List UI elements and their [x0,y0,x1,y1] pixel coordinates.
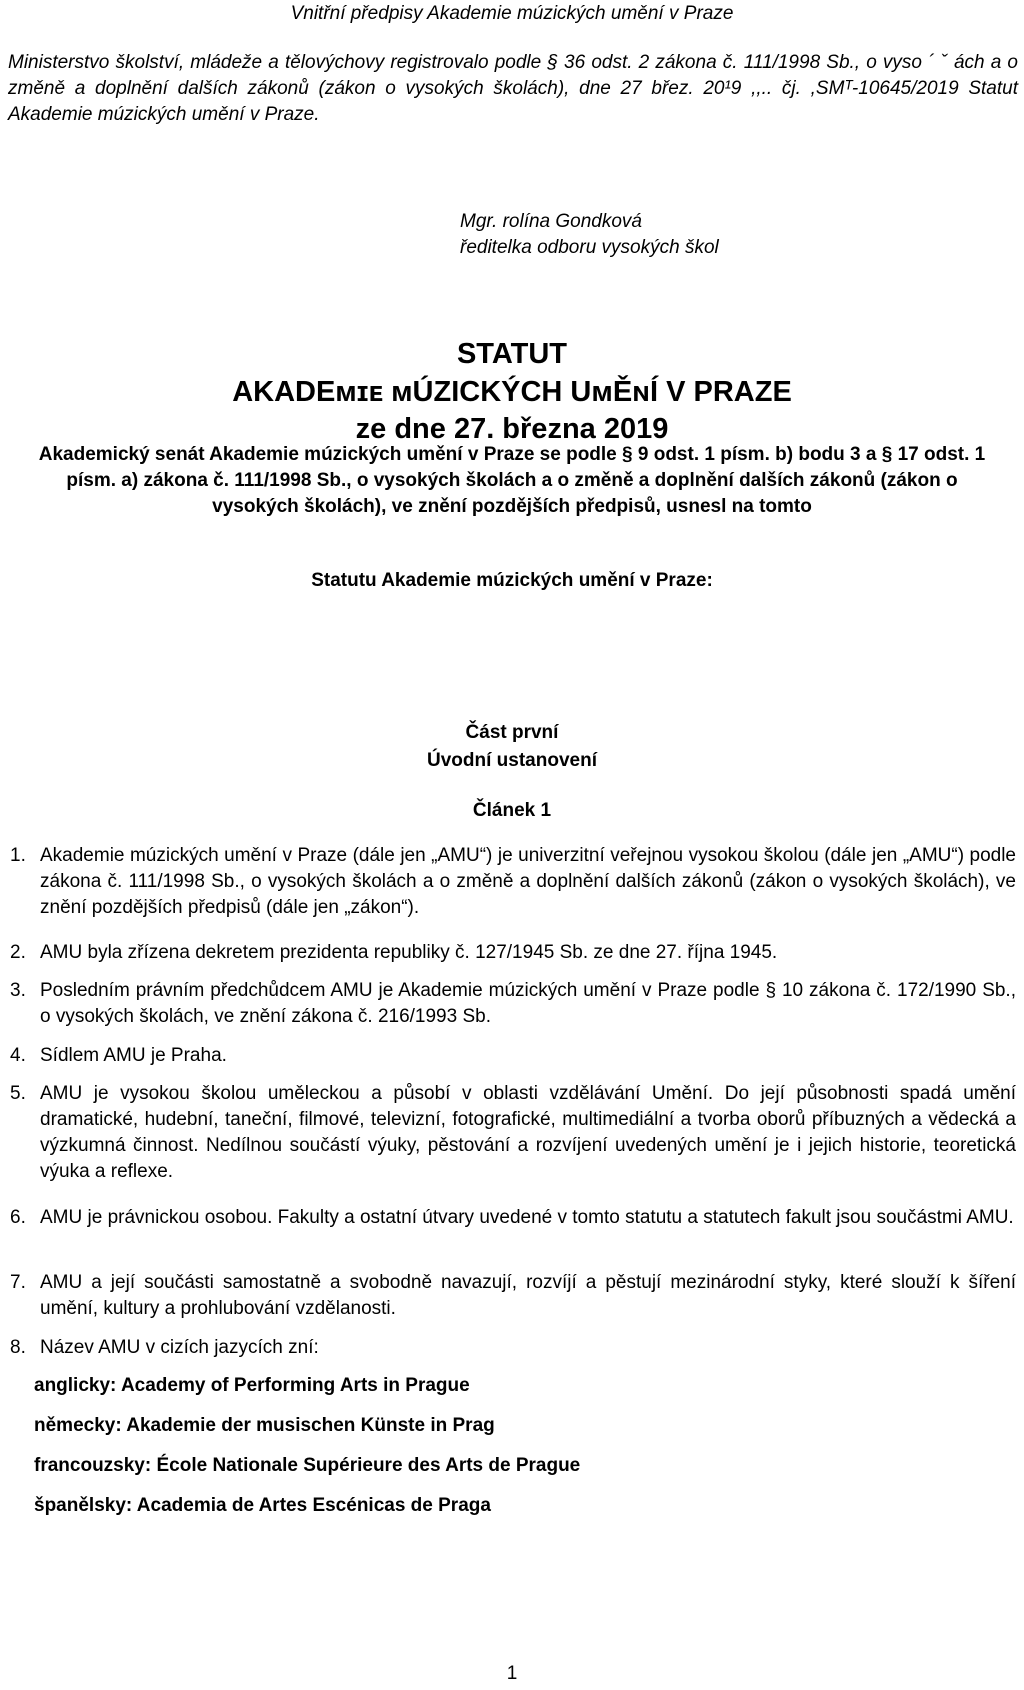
page-number: 1 [506,1663,518,1684]
registration-note: Ministerstvo školství, mládeže a tělovýchovy registrovalo podle § 36 odst. 2 zákona č. 111/1998 Sb., o vyso ´ ˇ ách a o změně a doplnění dalších zákonů (zákon o vysokých školách), dne 27 břez. 20¹9 ,,.. čj. ,SMᵀ-10645/2019 Statut Akademie múzických umění v Praze. [8,52,1018,125]
article-heading: Článek 1 [472,800,552,821]
part-number: Část první [465,722,559,743]
list-item [10,843,1016,921]
title-statut: STATUT [456,338,568,370]
title-date: ze dne 27. března 2019 [355,413,669,445]
item-number: 3. [10,980,26,1001]
item-number: 1. [10,845,26,866]
item-number: 6. [10,1207,26,1228]
list-item [10,978,1016,1030]
item-text: AMU je právnickou osobou. Fakulty a ostatní útvary uvedené v tomto statutu a statutech fakult jsou součástmi AMU. [40,1207,1014,1228]
foreign-name-english: anglicky: Academy of Performing Arts in Prague [34,1375,470,1396]
list-item [10,940,1016,966]
list-item [10,1205,1016,1231]
statute-heading: Statutu Akademie múzických umění v Praze: [311,570,713,591]
preamble: Akademický senát Akademie múzických umění v Praze se podle § 9 odst. 1 písm. b) bodu 3 a § 17 odst. 1 písm. a) zákona č. 111/1998 Sb., o vysokých školách a o změně a doplnění dalších zákonů (zákon o vysokých školách), ve znění pozdějších předpisů, usnesl na tomto [38,444,986,517]
item-text: Sídlem AMU je Praha. [40,1045,227,1066]
document-header: Vnitřní předpisy Akademie múzických umění v Praze [290,3,734,24]
signatory-name: Mgr. rolína Gondková [460,211,642,232]
item-number: 2. [10,942,26,963]
item-text: Posledním právním předchůdcem AMU je Akademie múzických umění v Praze podle § 10 zákona č. 172/1990 Sb., o vysokých školách, ve znění zákona č. 216/1993 Sb. [40,980,1016,1027]
list-item [10,1270,1016,1322]
item-text: AMU byla zřízena dekretem prezidenta republiky č. 127/1945 Sb. ze dne 27. října 1945. [40,942,778,963]
title-institution: AKADEᴍɪᴇ ᴍÚZICKÝCH UᴍĚɴÍ V PRAZE [232,376,792,408]
item-number: 5. [10,1083,26,1104]
list-item [10,1335,1016,1361]
item-text: Název AMU v cizích jazycích zní: [40,1337,319,1358]
item-text: AMU a její součásti samostatně a svobodně navazují, rozvíjí a pěstují mezinárodní styky, které slouží k šíření umění, kultury a prohlubování vzdělanosti. [40,1272,1016,1319]
signatory-role: ředitelka odboru vysokých škol [460,237,719,258]
foreign-name-french: francouzsky: École Nationale Supérieure des Arts de Prague [34,1455,581,1476]
part-title: Úvodní ustanovení [427,750,597,771]
foreign-name-german: německy: Akademie der musischen Künste in Prag [34,1415,495,1436]
list-item [10,1043,1016,1069]
item-text: AMU je vysokou školou uměleckou a působí v oblasti vzdělávání Umění. Do její působnosti spadá umění dramatické, hudební, taneční, filmové, televizní, fotografické, multimediální a tvorba oborů příbuzných a vědecká a výzkumná činnost. Nedílnou součástí výuky, pěstování a rozvíjení uvedených umění je i jejich historie, teoretická výuka a reflexe. [40,1083,1016,1182]
list-item [10,1081,1016,1185]
foreign-name-spanish: španělsky: Academia de Artes Escénicas de Praga [34,1495,491,1516]
item-number: 8. [10,1337,26,1358]
item-text: Akademie múzických umění v Praze (dále jen „AMU“) je univerzitní veřejnou vysokou školou (dále jen „AMU“) podle zákona č. 111/1998 Sb., o vysokých školách a o změně a doplnění dalších zákonů (zákon o vysokých školách), ve znění pozdějších předpisů (dále jen „zákon“). [40,845,1016,918]
item-number: 4. [10,1045,26,1066]
item-number: 7. [10,1272,26,1293]
signature-block [460,209,719,261]
